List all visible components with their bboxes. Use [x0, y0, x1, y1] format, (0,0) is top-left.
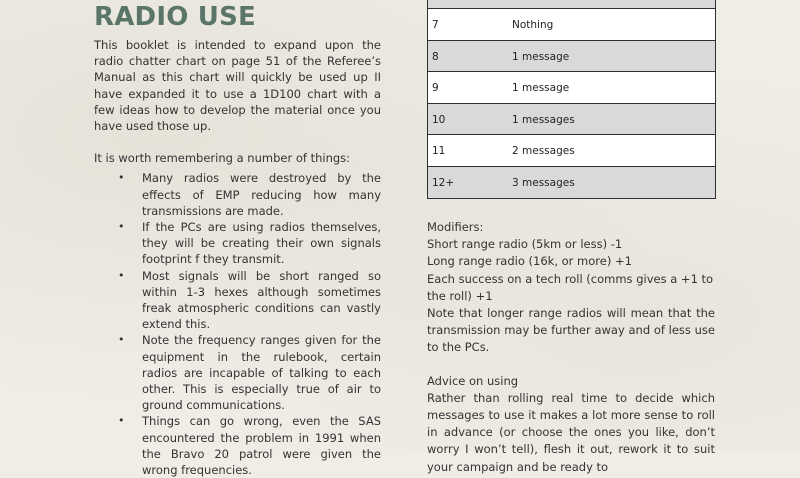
- table-row: [427, 166, 716, 199]
- list-item: [118, 332, 381, 413]
- result-cell: 2 messages: [512, 145, 575, 157]
- intro-paragraph: This booklet is intended to expand upon the radio chatter chart on page 51 of the Referee’s Manual as this chart will quickly be used up II have expanded it to use a 1D100 chart with a few ideas how to develop the material once you have used those up.: [94, 38, 381, 134]
- result-cell: 3 messages: [512, 176, 575, 189]
- bullet-icon: •: [118, 171, 125, 185]
- bullet-icon: •: [118, 414, 125, 428]
- table-row: [427, 40, 716, 73]
- result-cell: 1 messages: [512, 113, 575, 126]
- range-note: Note that longer range radios will mean that the transmission may be further away and of less use to the PCs.: [427, 306, 715, 355]
- roll-cell: 12+: [432, 176, 455, 189]
- bullet-icon: •: [118, 333, 125, 347]
- left-column: [94, 37, 381, 478]
- table-row: [427, 134, 716, 167]
- modifiers-title: Modifiers:: [427, 220, 484, 234]
- list-item: [118, 413, 381, 478]
- roll-cell: [428, 0, 512, 9]
- table-row: [427, 8, 716, 41]
- roll-cell: 11: [432, 145, 446, 157]
- result-cell: 1 message: [512, 82, 570, 94]
- result-cell: Nothing: [512, 19, 554, 31]
- bullet-text: Most signals will be short ranged so within 1-3 hexes although sometimes freak atmospheric conditions can vastly extend this.: [142, 268, 381, 332]
- list-item: [118, 268, 381, 333]
- list-item: [118, 170, 381, 219]
- roll-cell: 10: [432, 113, 446, 126]
- modifier-line: Each success on a tech roll (comms gives a +1 to the roll) +1: [427, 271, 714, 303]
- bullet-icon: •: [118, 220, 125, 234]
- bullet-icon: •: [118, 268, 125, 282]
- result-cell: [512, 0, 715, 9]
- right-column: [427, 219, 715, 476]
- result-cell: 1 message: [512, 50, 570, 63]
- radio-chatter-table: [427, 0, 716, 199]
- bullet-text: If the PCs are using radios themselves, they will be creating their own signals footprint f they transmit.: [142, 220, 381, 267]
- roll-cell: 7: [432, 19, 439, 31]
- table-row: [427, 103, 716, 136]
- page-title: RADIO USE: [94, 2, 256, 32]
- modifier-line: Short range radio (5km or less) -1: [427, 237, 623, 252]
- table-row: [427, 71, 716, 104]
- remember-paragraph: It is worth remembering a number of things:: [94, 151, 351, 166]
- advice-heading: Advice on using: [427, 373, 519, 388]
- roll-cell: 8: [432, 50, 439, 63]
- list-item: [118, 219, 381, 268]
- bullet-text: Things can go wrong, even the SAS encountered the problem in 1991 when the Bravo 20 patrol were given the wrong frequencies.: [142, 414, 381, 478]
- advice-paragraph: Rather than rolling real time to decide which messages to use it makes a lot more sense to roll in advance (or choose the ones you like, don’t worry I won’t tell), flesh it out, rework it to suit your campaign and be ready to: [427, 390, 715, 474]
- bullet-text: Note the frequency ranges given for the equipment in the rulebook, certain radios are incapable of talking to each other. This is especially true of air to ground communications.: [142, 333, 381, 413]
- modifier-line: Long range radio (16k, or more) +1: [427, 254, 632, 269]
- roll-cell: 9: [432, 82, 439, 94]
- bullet-text: Many radios were destroyed by the effects of EMP reducing how many transmissions are made.: [142, 171, 381, 218]
- bullet-list: [94, 170, 381, 478]
